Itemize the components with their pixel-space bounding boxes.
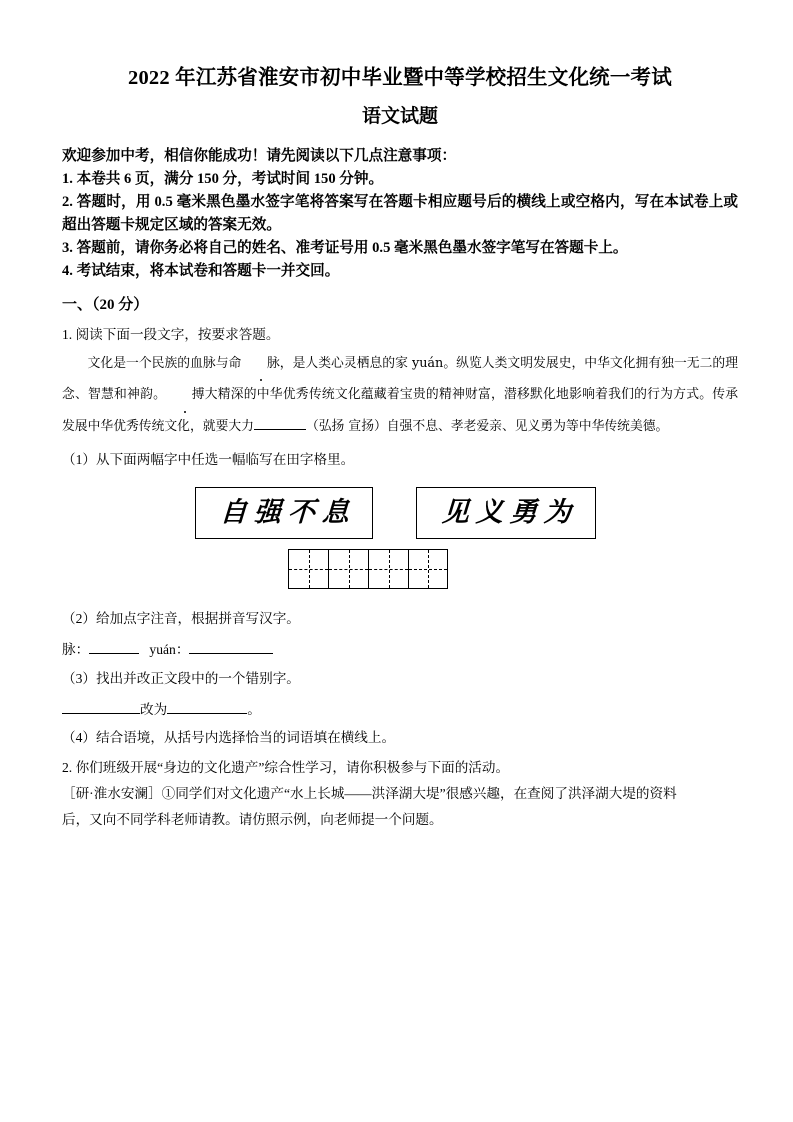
exam-notice-block [62, 145, 738, 283]
question-1-sub-1: （1）从下面两幅字中任选一幅临写在田字格里。 [62, 451, 355, 467]
tianzige-cell[interactable] [368, 549, 408, 589]
question-2-activity-line-2: 后，又向不同学科老师请教。请仿照示例，向老师提一个问题。 [62, 811, 443, 827]
page-subtitle: 语文试题 [361, 106, 438, 128]
question-1-sub-3: （3）找出并改正文段中的一个错别字。 [62, 670, 300, 686]
answer-blank-mai[interactable] [89, 653, 139, 654]
passage-text-b: ，是人类心灵栖息的家 yuán。纵览人类文明发展史，中华文化拥有独一 [279, 355, 687, 371]
question-1-stem: 1. 阅读下面一段文字，按要求答题。 [62, 326, 280, 342]
notice-item-1: 1. 本卷共 6 页，满分 150 分，考试时间 150 分钟。 [62, 171, 384, 188]
tianzige-cell[interactable] [288, 549, 328, 589]
calligraphy-text-1: 自强不息 [218, 497, 357, 529]
question-1-sub-3-answer-row [62, 699, 738, 721]
dotted-char-bo: 搏 [166, 379, 204, 410]
calligraphy-box-2[interactable] [416, 487, 596, 539]
passage-text-d: 大精深的中华优秀传统文化蕴藏着宝贵的精神财富，潜移默化地影响着我们 [204, 387, 635, 403]
notice-item-4: 4. 考试结束，将本试卷和答题卡一并交回。 [62, 263, 340, 280]
tianzige-grid[interactable] [288, 549, 448, 589]
notice-item-3: 3. 答题前，请你务必将自己的姓名、准考证号用 0.5 毫米黑色墨水签字笔写在答题卡上。 [62, 240, 628, 257]
passage-text-g: 等中华传统美德。 [565, 418, 669, 434]
passage-text-f: （弘扬 宣扬）自强不息、孝老爱亲、见义勇为 [305, 418, 566, 434]
passage-text-a: 文化是一个民族的血脉与命 [87, 355, 242, 371]
calligraphy-text-2: 见义勇为 [440, 497, 579, 529]
notice-intro: 欢迎参加中考，相信你能成功！请先阅读以下几点注意事项： [62, 148, 457, 165]
dotted-char-mai: 脉 [241, 348, 279, 379]
question-2-activity-line-1: ［研·淮水安澜］①同学们对文化遗产“水上长城——洪泽湖大堤”很感兴趣，在查阅了洪泽湖大堤的资料 [62, 785, 677, 801]
calligraphy-row [62, 487, 738, 543]
question-2-stem: 2. 你们班级开展“身边的文化遗产”综合性学习，请你积极参与下面的活动。 [62, 759, 510, 775]
question-1-sub-2: （2）给加点字注音，根据拼音写汉字。 [62, 610, 300, 626]
passage-fill-blank[interactable] [254, 429, 306, 430]
page-title: 2022 年江苏省淮安市初中毕业暨中等学校招生文化统一考试 [128, 67, 672, 89]
question-1-passage [62, 348, 738, 442]
section-heading-one: 一、（20 分） [62, 297, 149, 314]
tianzige-cell[interactable] [328, 549, 368, 589]
answer-blank-correct-char[interactable] [167, 713, 247, 714]
calligraphy-box-1[interactable] [195, 487, 373, 539]
page-content [62, 0, 738, 831]
pinyin-label-mai: 脉： [62, 641, 90, 657]
answer-period: 。 [247, 701, 261, 717]
answer-blank-wrong-char[interactable] [62, 713, 140, 714]
tianzige-row [62, 549, 738, 601]
change-to-label: 改为 [140, 701, 168, 717]
pinyin-label-yuan: yuán： [149, 641, 190, 657]
tianzige-cell[interactable] [408, 549, 448, 589]
question-1-sub-2-answer-row [62, 639, 738, 661]
notice-item-2: 2. 答题时，用 0.5 毫米黑色墨水签字笔将答案写在答题卡相应题号后的横线上或空格内，写在本试卷上或超出答题卡规定区域的答案无效。 [62, 194, 738, 234]
passage-text-e: 的行为方式。传承发展中华优秀传统文化，就要大力 [62, 387, 739, 434]
question-1-sub-4: （4）结合语境，从括号内选择恰当的词语填在横线上。 [62, 730, 396, 746]
passage-text-c: 无二的理念、智慧和神韵。 [62, 355, 738, 403]
answer-blank-yuan[interactable] [189, 653, 273, 654]
